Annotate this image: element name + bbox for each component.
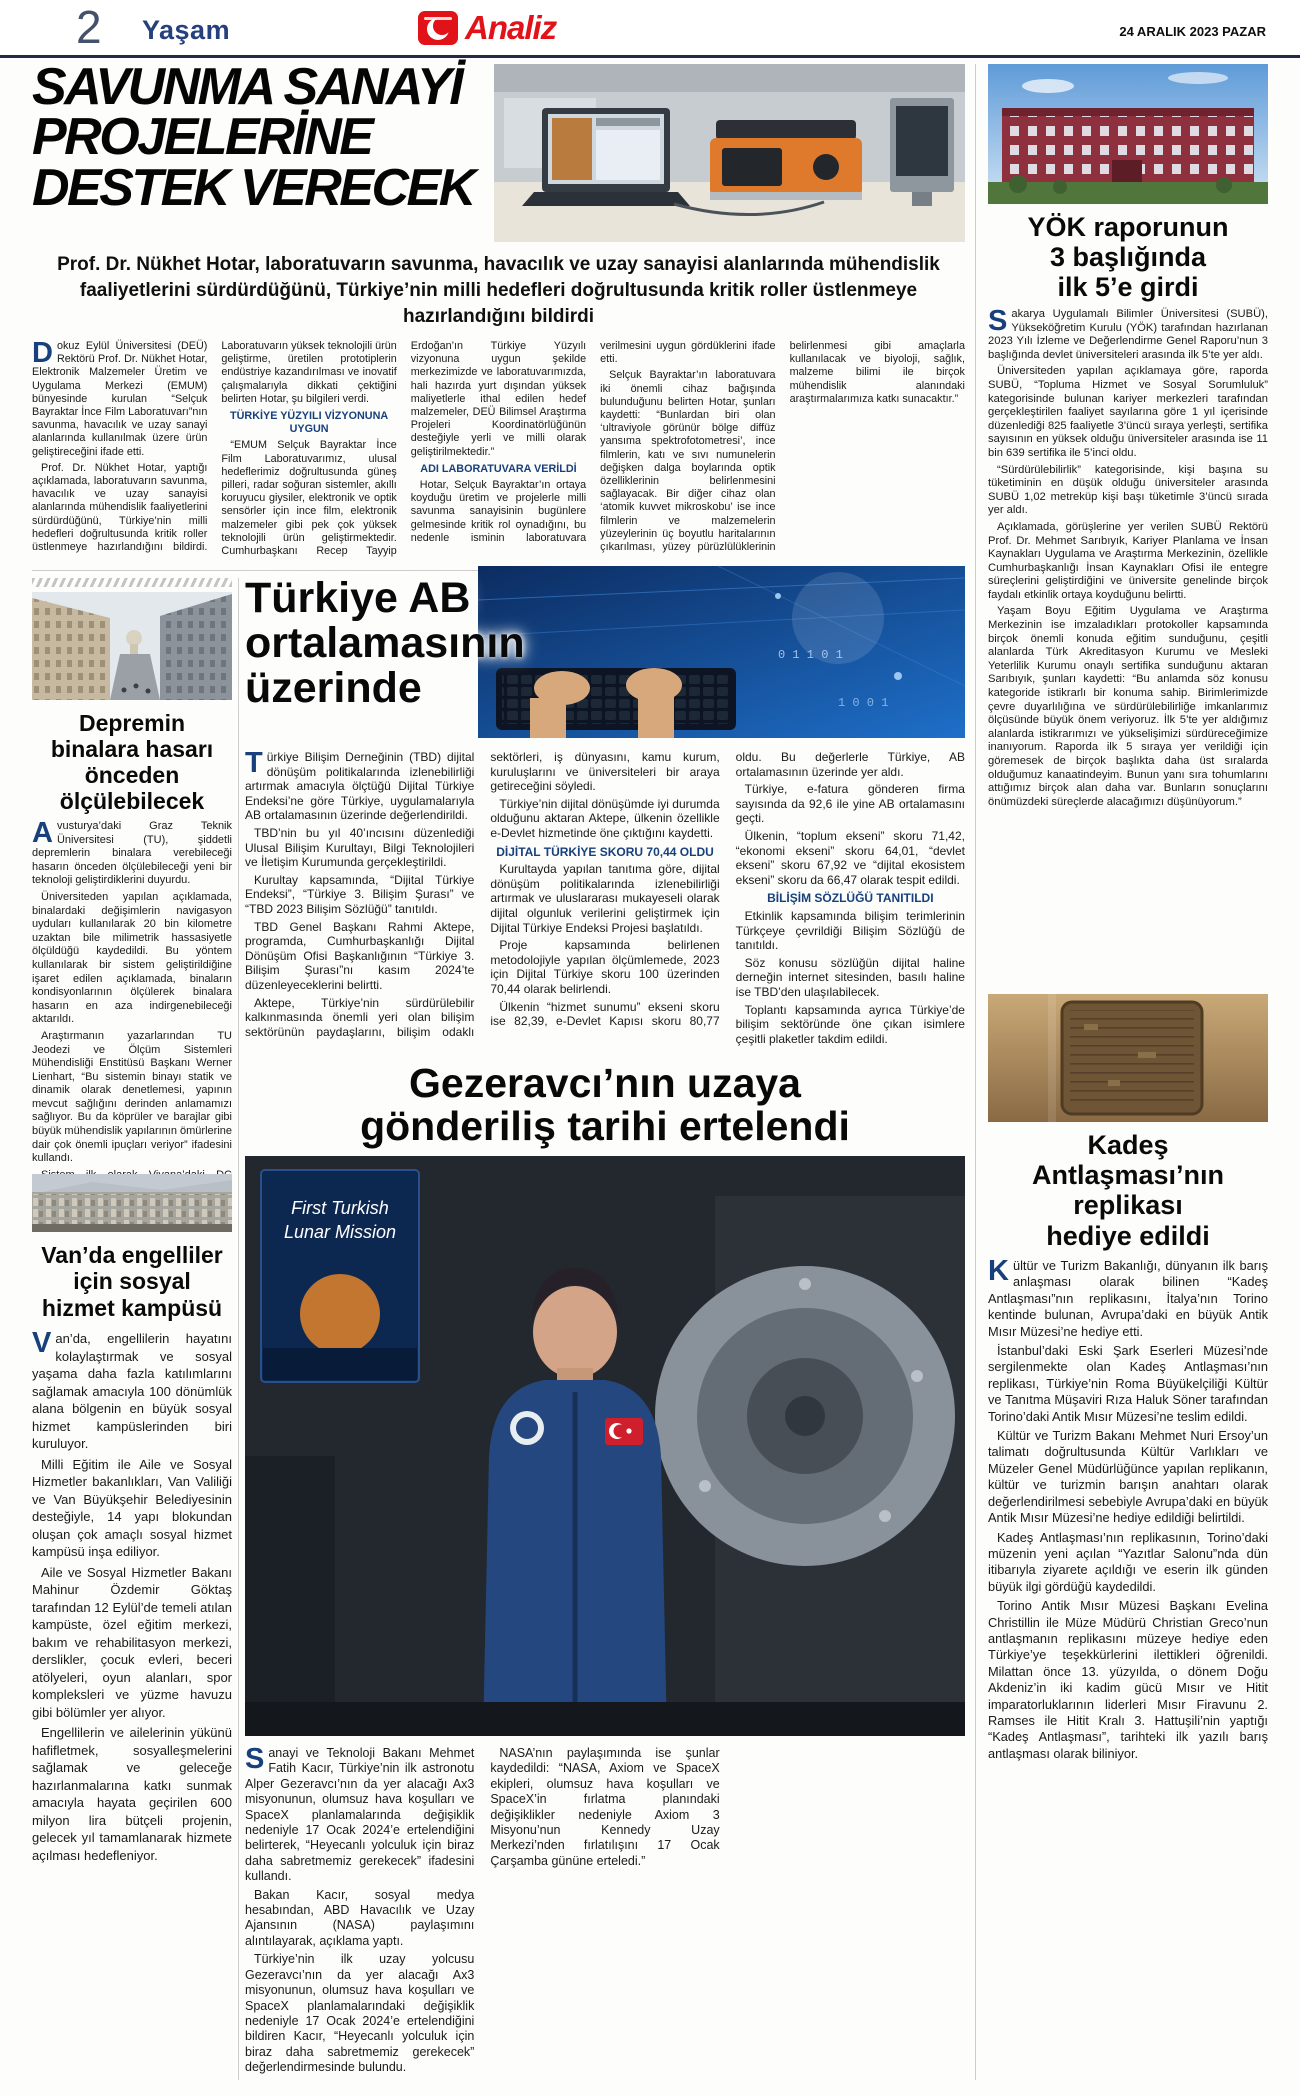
- section-title: Yaşam: [142, 15, 231, 45]
- headline-line: ilk 5’e girdi: [1057, 272, 1199, 303]
- body-text: Selçuk Bayraktar’ın laboratuvara iki önemli cihaz bağışında bulunduğunu belirten Hotar, şunları kaydetti: “Bunlardan biri olan ‘ultraviyole görünür bölge diffüz yansıma spektrofotometresi’, ince filmlerin, katı ve sıvı numunelerin değişken dalga boylarında optik özelliklerinin belirlenmesini sağlayacak. Bir diğer cihaz olan ‘atomik kuvvet mikroskobu’ ise ince filmlerin ve malzemelerin yüzeylerinin üç boyutlu haritalarının çıkarılması, yüzey pürüzlülüklerinin belirlenmesi gibi amaçlarla kullanılacak ve biyoloji, sağlık, malzeme bilimi ile birçok mühendislik alanındaki araştırmalarımıza katkı sunacaktır.”: [600, 340, 965, 554]
- headline-line: binalara hasarı: [50, 735, 214, 762]
- yok-body: [988, 305, 1268, 986]
- drop-cap: T: [245, 747, 263, 779]
- poster-text: Lunar Mission: [283, 1222, 397, 1242]
- body-text: Yaşam Boyu Eğitim Uygulama ve Araştırma Merkezinin ise imzaladıkları protokoller kapsamında birçok önemli konuda eğitim sunduğunu, çeşitli alanlarda Türk Akreditasyon Kurumu ve Mesleki Yeterlilik Kurumu onaylı sertifika sunduğunu aktaran Sarıbıyık, şunları kaydetti: “Bu anlamda söz konusu kategoride istikrarlı bir konuma sahip. Birimlerimizde çevre duyarlılığına ve sürdürülebilirliğe imkanlarımız ölçüsünde büyük önem veriyoruz. İlk 5’te yer aldığımız alanlarda istikrarımızı ve yükselişimizi sürdüreceğimize inanıyorum. Raporda ilk 5 sıraya yer verildiği için göremesek de birçok başlıkta daha üst sıralarda olduğumuz kanaatindeyim. Bunun yanı sıra tohumlarını attığımız birçok alan daha var. Bunların sonuçlarını önümüzdeki süreçlerde alacağımızı düşünüyorum.”: [988, 605, 1268, 808]
- savunma-crosshead-2: ADI LABORATUVARA VERİLDİ: [420, 462, 577, 475]
- campus-building-photo: [988, 64, 1268, 204]
- masthead: [0, 0, 1300, 58]
- body-text: Toplantı kapsamında ayrıca Türkiye’de bilişim sektöründe öne çıkan isimlere çeşitli plaketler takdim edildi.: [735, 1002, 965, 1046]
- headline-line: önceden: [84, 761, 180, 788]
- headline-line: Antlaşması’nın: [1031, 1160, 1225, 1191]
- column-rule-divider: [975, 64, 976, 2080]
- body-text: Etkinlik kapsamında bilişim terimlerinin Türkçeye çevrildiği Bilişim Sözlüğü de tanıtıldı.: [735, 908, 965, 953]
- headline-line: replikası: [1073, 1190, 1183, 1221]
- body-text: Hotar, Selçuk Bayraktar’ın ortaya koyduğu üretim ve projelerle milli savunma sanayisinin bugünlere gelmesinde kritik rol oynadığını, bu nedenle isminin laboratuvara verilmesini uygun gördüklerini ifade etti.: [410, 340, 776, 544]
- body-text: okuz Eylül Üniversitesi (DEÜ) Rektörü Prof. Dr. Nükhet Hotar, Elektronik Malzemeler Üretim ve Uygulama Merkezi (EMUM) bünyesinde kurulan “Selçuk Bayraktar İnce Film Laboratuvarı”nın savunma, havacılık ve uzay sanayi alanlarında kullanılmak üzere ürün geliştireceğini ifade etti.: [32, 340, 208, 458]
- headline-line: ortalamasının: [245, 619, 525, 668]
- body-text: İstanbul’daki Eski Şark Eserleri Müzesi’nde sergilenmekte olan Kadeş Antlaşması’nın replikası, Türkiye’nin Roma Büyükelçiliği Kültür ve Tanıtma Müşaviri Rıza Haluk Söner tarafından Torino’daki Antik Mısır Müzesi’ne teslim edildi.: [988, 1343, 1268, 1424]
- body-text: Prof. Dr. Nükhet Hotar, yaptığı açıklamada, laboratuvarın savunma, havacılık ve uzay sanayisi alanlarında mühendislik faaliyetlerini sürdürdüğünü, Türkiye’nin milli hedefleri doğrultusunda kritik roller üstlenmeye hazırlandığını bildirdi. Laboratuvarın yüksek teknolojili ürün geliştirme, üretilen prototiplerin endüstriye kazandırılması ve inovatif çalışmalarıyla dikkati çektiğini belirten Hotar, şu bilgileri verdi.: [32, 340, 397, 554]
- body-text: Proje kapsamında belirlenen metodolojiyle yapılan ölçümlemede, 2023 için Dijital Türkiye skoru 100 üzerinden 70,44 olarak belirlendi.: [490, 938, 720, 996]
- deprem-body: [32, 817, 232, 1166]
- tbd-headline: [245, 576, 715, 711]
- body-text: an’da, engellilerin hayatını kolaylaştırmak ve sosyal yaşama daha fazla katılımlarını sağlamak amacıyla 100 dönümlük alana bölgenin en büyük sosyal hizmet kampüslerinden biri kuruluyor.: [32, 1331, 232, 1451]
- body-text: Engellilerin ve ailelerinin yükünü hafifletmek, sosyalleşmelerini sağlamak ve geleceğe hazırlanmalarına katkı sunmak amacıyla hayata geçirilen 600 milyon lira bütçeli projenin, gelecek yıl tamamlanarak hizmete açılması hedefleniyor.: [32, 1725, 232, 1863]
- astronaut-photo: [245, 1156, 965, 1736]
- body-text: Türkiye, e-fatura gönderen firma sayısında da 92,6 ile yine AB ortalamasını geçti.: [735, 782, 965, 826]
- column-rule-divider: [238, 578, 239, 2080]
- body-text: Kültür ve Turizm Bakanı Mehmet Nuri Ersoy’un talimatı doğrultusunda Kültür Varlıkları ve Müzeler Genel Müdürlüğünce yapılan replikanın, kültür ve turizmin barışın anahtarı olarak değerlendirilmesi sebebiyle Avrupa’daki en büyük Antik Mısır Müzesi’ne hediye edildiği belirtildi.: [988, 1428, 1268, 1526]
- drop-cap: V: [32, 1327, 52, 1359]
- kades-headline: [988, 1130, 1268, 1251]
- headline-line: PROJELERİNE: [32, 108, 372, 167]
- headline-line: üzerinde: [245, 664, 422, 713]
- kades-tablet-photo: [988, 994, 1268, 1122]
- svg-text:1 0 0 1: 1 0 0 1: [838, 696, 889, 710]
- body-text: “EMUM Selçuk Bayraktar İnce Film Laboratuvarımız, ulusal hedeflerimiz doğrultusunda güneş pilleri, radar soğuran sistemler, akıllı koruyucu giysiler, elektronik ve optik sensörler için ince film, elektronik malzemeler gibi pek çok yüksek teknolojili ürün geliştirmektedir. Cumhurbaşkanı Recep Tayyip Erdoğan’ın Türkiye Yüzyılı vizyonuna uygun şekilde merkezimizde ve laboratuvarımızda, hali hazırda yurt dışından yüksek maliyetlerle ithal edilen hedef malzemeler, DEÜ Bilimsel Araştırma Projeleri Koordinatörlüğünün desteğiyle yerli ve milli olarak geliştirilmektedir.”: [221, 340, 587, 558]
- body-text: Araştırmanın yazarlarından TU Jeodezi ve Ölçüm Sistemleri Mühendisliği Enstitüsü Başkanı Werner Lienhart, “Bu sistemin binayı statik ve dinamik olarak denetlemesi, yapının mevcut sağlığını derinden anlamamızı sağlıyor. Bu da köprüler ve barajlar gibi büyük mühendislik yapılarının ömürlerine dair çok önemli ipuçları veriyor” ifadesini kullandı.: [32, 1029, 232, 1165]
- tbd-body: [245, 747, 965, 1050]
- drop-cap: D: [32, 337, 53, 369]
- poster-text: First Turkish: [291, 1198, 389, 1218]
- body-text: Aile ve Sosyal Hizmetler Bakanı Mahinur Özdemir Göktaş tarafından 12 Eylül’de temeli atılan kampüste, özel eğitim merkezi, bakım ve rehabilitasyon merkezi, derslikler, çocuk evleri, beceri atölyeleri, oyun alanları, spor kompleksleri ve yüzme havuzu gibi bölümler yer alıyor.: [32, 1564, 232, 1720]
- gezeravci-headline: [265, 1062, 945, 1149]
- body-text: NASA’nın paylaşımında ise şunlar kaydedildi: “NASA, Axiom ve SpaceX ekipleri, olumsuz hava koşulları ve SpaceX’in fırlatma planındaki değişiklikler nedeniyle Axiom 3 Misyonu’nun Kennedy Uzay Merkezi’nden fırlatılışını 17 Ocak Çarşamba gününe erteledi.”: [490, 1746, 720, 1868]
- drop-cap: K: [988, 1255, 1009, 1287]
- headline-line: Türkiye AB: [245, 574, 471, 622]
- headline-line: Gezeravcı’nın uzaya: [409, 1060, 801, 1106]
- body-text: Ülkenin, “toplum ekseni” skoru 71,42, “ekonomi ekseni” skoru 64,01, “devlet ekseni” skoru 67,92 ve “dijital ekosistem ekseni” skoru da 66,47 olarak tespit edildi.: [735, 828, 965, 887]
- body-text: ürkiye Bilişim Derneğinin (TBD) dijital dönüşüm politikalarında izlenebilirliği artırmak amacıyla ölçtüğü Dijital Türkiye Endeksi’ne göre Türkiye, uygulamalarıyla AB ortalamasının üzerinde değerlendirildi.: [245, 750, 475, 823]
- headline-line: için sosyal: [73, 1268, 191, 1295]
- body-text: Kurultayda yapılan tanıtıma göre, dijital dönüşüm politikalarında izlenebilirliği artırmak ve uluslararası mukayeseli olarak dijital olgunluk verilerini geliştirmek için Dijital Türkiye Endeksi Projesi başlatıldı.: [490, 862, 720, 935]
- van-headline: [32, 1242, 232, 1321]
- headline-line: YÖK raporunun: [1027, 212, 1229, 242]
- body-text: Milli Eğitim ile Aile ve Sosyal Hizmetler bakanlıkları, Van Valiliği ve Van Büyükşehir Belediyesinin desteğiyle, 14 yapı blokundan oluşan çok amaçlı sosyal hizmet kampüsü inşa ediliyor.: [32, 1456, 232, 1559]
- gezeravci-body: [245, 1743, 965, 2084]
- tbd-crosshead-2: BİLİŞİM SÖZLÜĞÜ TANITILDI: [767, 891, 934, 906]
- decorative-hatch: [32, 578, 232, 587]
- vienna-street-photo: [32, 592, 232, 700]
- headline-line: 3 başlığında: [1049, 242, 1207, 273]
- page-number: 2: [76, 1, 102, 53]
- headline-line: ölçülebilecek: [59, 787, 205, 814]
- body-text: Türkiye’nin ilk uzay yolcusu Gezeravcı’nın da yer alacağı Ax3 misyonunun, olumsuz hava koşulları ve SpaceX planlamalarındaki değişiklik nedeniyle 17 Ocak 2024’e ertelendiğini bildiren Kacır, “Heyecanlı yolculuk için biraz daha sabretmemiz gerekecek” değerlendirmesinde bulundu.: [245, 1952, 475, 2075]
- headline-line: hediye edildi: [1046, 1220, 1210, 1251]
- headline-line: DESTEK VERECEK: [32, 158, 474, 217]
- equipment-photo: [494, 64, 965, 242]
- logo-text: Analiz: [465, 9, 557, 46]
- body-text: Torino Antik Mısır Müzesi Başkanı Evelina Christillin ile Müze Müdürü Christian Greco’nun antlaşmanın replikasını müzeye hediye eden Türkiye’ye teşekkürlerini ilettikleri öğrenildi. Milattan önce 13. yüzyılda, o dönem Doğu Akdeniz’in iki kadim gücü Mısır ve Hitit imparatorluklarının liderleri Mısır Firavunu 2. Ramses ile Hitit Kralı 3. Hattuşili’nin yaptığı “Kadeş Antlaşması”, tarihteki ilk yazılı barış antlaşması olarak biliniyor.: [988, 1598, 1268, 1761]
- logo-emblem-icon: [418, 11, 458, 45]
- body-text: akarya Uygulamalı Bilimler Üniversitesi (SUBÜ), Yükseköğretim Kurulu (YÖK) tarafından hazırlanan 2023 Yılı İzleme ve Değerlendirme Genel Raporu’nun 3 başlığında devlet üniversiteleri arasında ilk 5’te yer aldı.: [988, 308, 1268, 361]
- headline-line: hizmet kampüsü: [41, 1294, 223, 1321]
- savunma-subheadline: Prof. Dr. Nükhet Hotar, laboratuvarın savunma, havacılık ve uzay sanayisi alanlarında mühendislik faaliyetlerini sürdürdüğünü, Türkiye’nin milli hedefleri doğrultusunda kritik roller üstlenmeye hazırlandığını bildirdi: [57, 254, 940, 328]
- body-text: Açıklamada, görüşlerine yer verilen SUBÜ Rektörü Prof. Dr. Mehmet Sarıbıyık, Kariyer Planlama ve İnsan Kaynakları Uygulama ve Araştırma Merkezinin, özellikle Cumhurbaşkanlığı İnsan Kaynakları Ofisi ile entegre süreçlerini geliştirdiğini ve üniversite genelinde birçok faydalı etkinlik ortaya koyduğunu belirtti.: [988, 520, 1268, 601]
- savunma-crosshead-1: TÜRKİYE YÜZYILI VİZYONUNA UYGUN: [230, 410, 389, 436]
- headline-line: Depremin: [78, 710, 186, 736]
- body-text: Bakan Kacır, sosyal medya hesabından, ABD Havacılık ve Uzay Ajansının (NASA) paylaşımını alıntılayarak, açıklama yaptı.: [245, 1887, 475, 1948]
- body-text: “Sürdürülebilirlik” kategorisinde, kişi başına su tüketiminin en düşük olduğu üniversiteler arasında SUBÜ 1,02 metreküp kişi başı tüketimle 3’üncü sırada yer aldı.: [988, 463, 1268, 517]
- newspaper-logo: [418, 9, 556, 47]
- body-text: ültür ve Turizm Bakanlığı, dünyanın ilk barış anlaşması olarak bilinen “Kadeş Antlaşması”nın replikasını, İtalya’nın Torino kentinde bulunan, Avrupa’daki en büyük Antik Mısır Müzesi’ne hediye etti.: [988, 1258, 1268, 1339]
- body-text: Kurultay kapsamında, “Dijital Türkiye Endeksi”, “Türkiye 3. Bilişim Şurası” ve “TBD 2023 Bilişim Sözlüğü” tanıtıldı.: [245, 872, 475, 916]
- yok-headline: [988, 212, 1268, 303]
- body-text: Aktepe, Türkiye’nin sürdürülebilir kalkınmasında önemli yeri olan bilişim sektörünün paydaşlarını, bilişim odaklı sektörleri, iş dünyasını, kamu kurum, kuruluşlarını ve üniversiteleri bir araya getireceğini söyledi.: [245, 750, 720, 1039]
- savunma-headline: [32, 58, 488, 217]
- drop-cap: S: [245, 1743, 265, 1775]
- savunma-body: [32, 337, 965, 565]
- headline-line: gönderiliş tarihi ertelendi: [360, 1103, 850, 1150]
- headline-line: SAVUNMA SANAYİ: [32, 58, 462, 116]
- tbd-crosshead-1: DİJİTAL TÜRKİYE SKORU 70,44 OLDU: [496, 844, 714, 859]
- body-text: anayi ve Teknoloji Bakanı Mehmet Fatih Kacır, Türkiye’nin ilk astronotu Alper Gezeravcı’nın da yer alacağı Ax3 misyonunun, olumsuz hava koşulları ve SpaceX planlamalarında değişiklik nedeniyle 17 Ocak 2024’e ertelendiğini belirterek, “Heyecanlı yolculuk için biraz daha sabretmemiz gerekecek” ifadesini kullandı.: [245, 1746, 475, 1884]
- body-text: Üniversiteden yapılan açıklamaya göre, raporda SUBÜ, “Topluma Hizmet ve Sosyal Sorumluluk” kategorisinde bulunan kariyer merkezleri tarafından gerçekleştirilen faaliyet sayılarına göre 1 yıl içerisinde düzenlediği 825 faaliyetle 3’üncü sıraya yerleşti, sertifika sayısının en yüksek olduğu üniversiteler arasında ise 11 bin 639 sertifika ile 5’inci oldu.: [988, 365, 1268, 459]
- body-text: Söz konusu sözlüğün dijital haline derneğin internet sitesinden, basılı haline ise TBD’den ulaşılabilecek.: [735, 955, 965, 999]
- body-text: vusturya’daki Graz Teknik Üniversitesi (TU), şiddetli depremlerin binalara verebileceği hasarın önceden ölçülebileceği yeni bir teknoloji geliştirdiklerini duyurdu.: [32, 820, 232, 887]
- drop-cap: S: [988, 305, 1008, 337]
- body-text: TBD’nin bu yıl 40’ıncısını düzenlediği Ulusal Bilişim Kurultayı, Bilgi Teknolojileri ve İletişim Kurumunda gerçekleştirildi.: [245, 825, 475, 870]
- body-text: Ülkenin “hizmet sunumu” ekseni skoru ise 82,39, e-Devlet Kapısı skoru 80,77 oldu. Bu değerlerle Türkiye, AB ortalamasının üzerinde yer aldı.: [490, 750, 965, 1029]
- headline-line: Kadeş: [1087, 1130, 1169, 1160]
- body-text: TBD Genel Başkanı Rahmi Aktepe, programda, Cumhurbaşkanlığı Dijital Dönüşüm Ofisi Başkanlığının “Türkiye 3. Bilişim Şurası”nı kasım 2024’te düzenleyeceklerini belirtti.: [245, 919, 475, 992]
- van-body: [32, 1327, 232, 2082]
- issue-date: 24 ARALIK 2023 PAZAR: [1119, 24, 1266, 39]
- body-text: Üniversiteden yapılan açıklamada, binalardaki değişimlerin navigasyon uyduları kullanılarak 20 bin kilometre uzaktan bile milimetrik hassasiyetle ölçüldüğü kaydedildi. Bu yöntem kullanılarak bir sistem geliştirildiğine işaret edilen açıklamada, binaların kondisyonlarının ölçülerek binalara hasarın en aza indirgenebileceği aktarıldı.: [32, 890, 232, 1026]
- headline-line: Van’da engelliler: [41, 1242, 223, 1268]
- body-text: Kadeş Antlaşması’nın replikasının, Torino’daki müzenin yeni açılan “Yazıtlar Salonu”nda dün itibarıyla ziyarete açıldığı ve eserin ilk günden büyük ilgi gördüğü kaydedildi.: [988, 1529, 1268, 1594]
- svg-text:0 1 1 0 1: 0 1 1 0 1: [778, 648, 843, 662]
- kades-body: [988, 1255, 1268, 2082]
- body-text: Türkiye’nin dijital dönüşümde iyi durumda olduğunu aktaran Aktepe, ülkenin özellikle e-Devlet hizmetinde öne çıktığını kaydetti.: [490, 796, 720, 840]
- deprem-headline: [32, 710, 232, 814]
- drop-cap: A: [32, 817, 53, 849]
- van-city-photo: [32, 1174, 232, 1232]
